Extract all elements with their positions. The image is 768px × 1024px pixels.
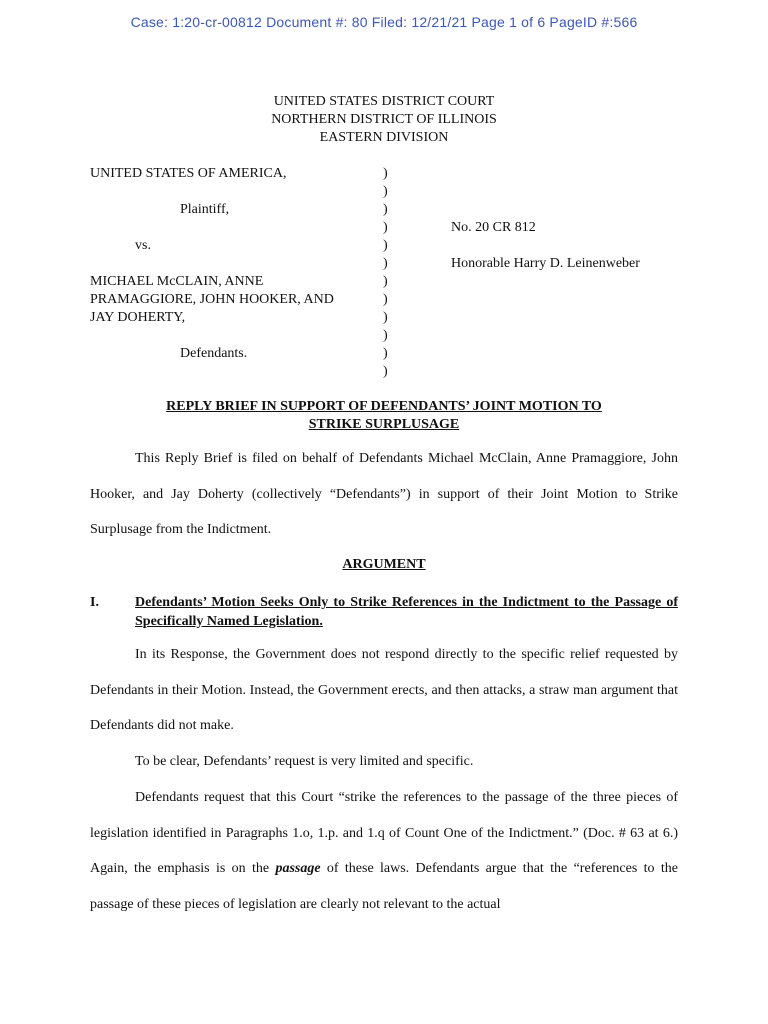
paragraph-3-text-after: of these laws. Defendants argue that the “references to the passage of these pieces of legislation are clearly not relevant to the actual: [90, 861, 678, 912]
defendants-names-line1: MICHAEL McCLAIN, ANNE: [90, 274, 264, 289]
case-header-stamp: Case: 1:20-cr-00812 Document #: 80 Filed: 12/21/21 Page 1 of 6 PageID #:566: [130, 14, 638, 30]
court-district: NORTHERN DISTRICT OF ILLINOIS: [271, 112, 497, 127]
paren-mark: ): [383, 310, 388, 325]
paren-mark: ): [383, 274, 388, 289]
plaintiff-label: Plaintiff,: [180, 202, 230, 217]
presiding-judge: Honorable Harry D. Leinenweber: [451, 256, 640, 271]
court-heading: [0, 93, 768, 147]
case-caption: [90, 165, 690, 381]
paren-mark: ): [383, 256, 388, 271]
document-title-line1: REPLY BRIEF IN SUPPORT OF DEFENDANTS’ JOINT MOTION TO: [166, 399, 602, 414]
caption-parenthesis-column: [383, 165, 393, 381]
paragraph-2: To be clear, Defendants’ request is very limited and specific.: [135, 754, 474, 769]
court-name: UNITED STATES DISTRICT COURT: [273, 94, 495, 109]
plaintiff-name: UNITED STATES OF AMERICA,: [90, 166, 287, 181]
argument-heading: ARGUMENT: [342, 557, 426, 572]
paren-mark: ): [383, 346, 388, 361]
case-number: No. 20 CR 812: [451, 220, 536, 235]
paragraph-1: In its Response, the Government does not respond directly to the specific relief requested by Defendants in their Motion. Instead, the Government erects, and then attacks, a straw man argument that Defendants did not make.: [90, 647, 678, 733]
paren-mark: ): [383, 166, 388, 181]
section-number: I.: [90, 595, 99, 610]
defendants-names-line2: PRAMAGGIORE, JOHN HOOKER, AND: [90, 292, 334, 307]
paragraph-3: [90, 780, 678, 922]
paren-mark: ): [383, 292, 388, 307]
paren-mark: ): [383, 328, 388, 343]
document-title-line2: STRIKE SURPLUSAGE: [308, 417, 460, 432]
versus-label: vs.: [135, 238, 151, 253]
paren-mark: ): [383, 184, 388, 199]
paren-mark: ): [383, 220, 388, 235]
paren-mark: ): [383, 238, 388, 253]
intro-paragraph: This Reply Brief is filed on behalf of Defendants Michael McClain, Anne Pramaggiore, John Hooker, and Jay Doherty (collectively “Defendants”) in support of their Joint Motion to Strike Surplusage from the Indictment.: [90, 451, 678, 537]
document-title: [0, 398, 768, 434]
court-division: EASTERN DIVISION: [319, 130, 449, 145]
paragraph-3-text-before: Defendants request that this Court “strike the references to the passage of the three pieces of legislation identified in Paragraphs 1.o, 1.p. and 1.q of Count One of the Indictment.” (Doc. # 63 at 6.) Again, the emphasis is on the: [90, 790, 678, 876]
defendants-names-line3: JAY DOHERTY,: [90, 310, 186, 325]
paren-mark: ): [383, 202, 388, 217]
defendants-label: Defendants.: [180, 346, 248, 361]
paren-mark: ): [383, 364, 388, 379]
section-title: Defendants’ Motion Seeks Only to Strike References in the Indictment to the Passage of Specifically Named Legislation.: [135, 595, 678, 629]
emphasis-passage: passage: [275, 861, 321, 876]
